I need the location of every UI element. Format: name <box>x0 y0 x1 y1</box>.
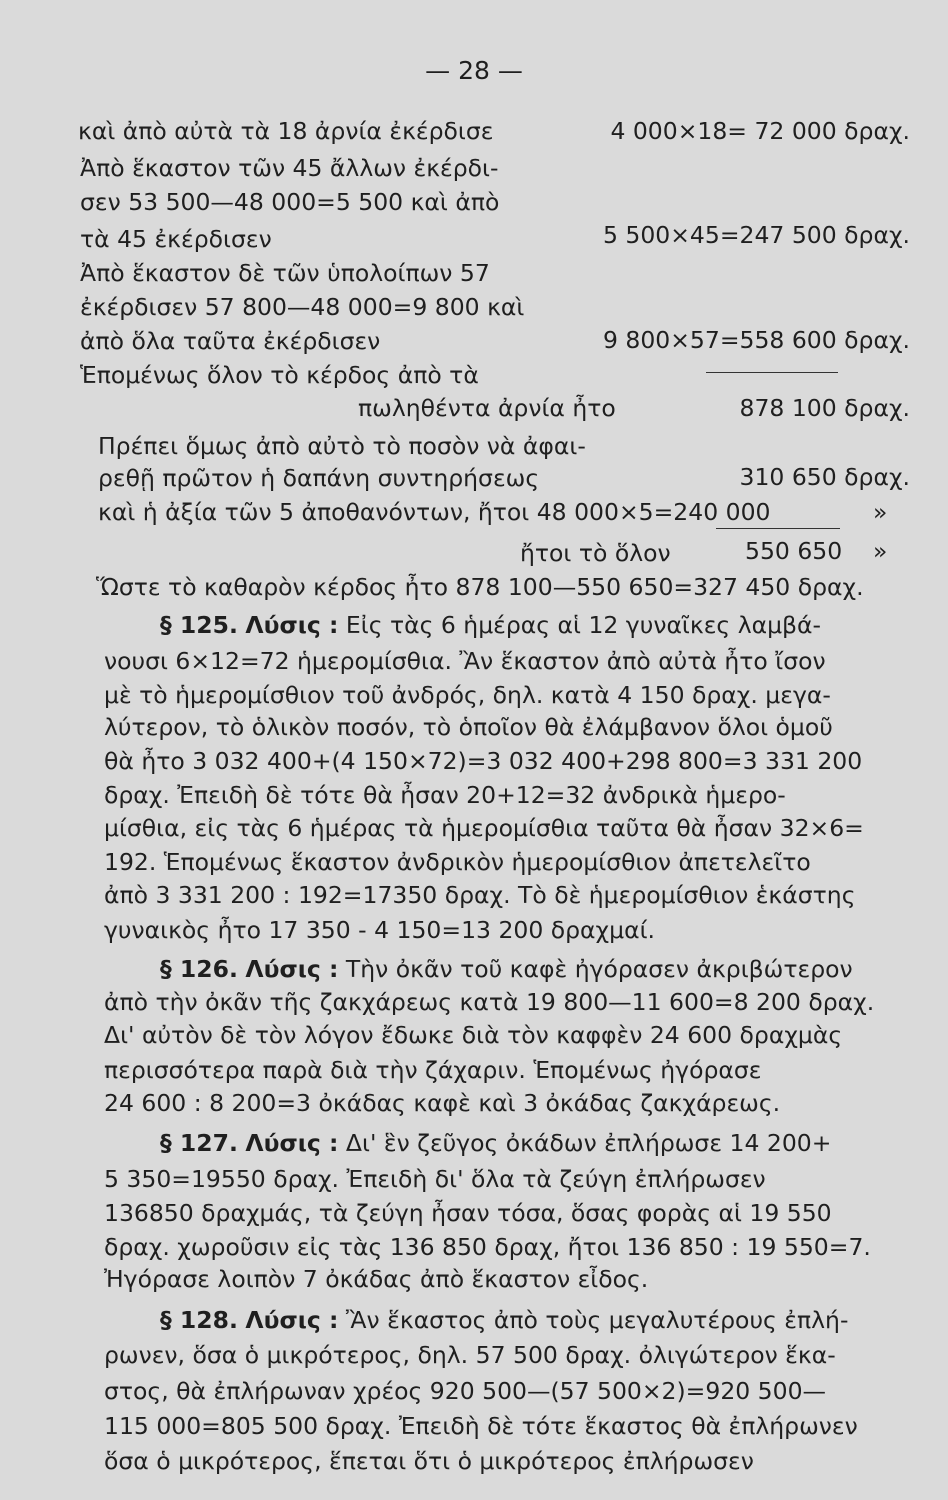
section-text-line: ἀπὸ τὴν ὀκᾶν τῆς ζακχάρεως κατὰ 19 800—11 600=8 200 δραχ. <box>104 988 875 1016</box>
calc-line-13-text: ἤτοι τὸ ὅλον <box>520 539 671 567</box>
net-profit-line: Ὥστε τὸ καθαρὸν κέρδος ἦτο 878 100—550 650=327 450 δραχ. <box>96 573 864 601</box>
section-text-line: Δι' ἓν ζεῦγος ὀκάδων ἐπλήρωσε 14 200+ <box>345 1129 832 1157</box>
section-text-line: δραχ. Ἐπειδὴ δὲ τότε θὰ ἦσαν 20+12=32 ἀνδρικὰ ἡμερο- <box>104 781 786 809</box>
section-text-line: γυναικὸς ἦτο 17 350 - 4 150=13 200 δραχμαί. <box>104 916 655 944</box>
solution-label: Λύσις : <box>245 1129 339 1157</box>
calc-line-4-result: 5 500×45=247 500 δραχ. <box>602 221 910 249</box>
section-text-line: 24 600 : 8 200=3 ὀκάδας καφὲ καὶ 3 ὀκάδας ζακχάρεως. <box>104 1089 781 1117</box>
calc-line-6-text: ἐκέρδισεν 57 800—48 000=9 800 καὶ <box>80 293 525 321</box>
section-text-line: 136850 δραχμάς, τὰ ζεύγη ἦσαν τόσα, ὅσας φορὰς αἱ 19 550 <box>104 1199 832 1227</box>
solution-label: Λύσις : <box>245 1306 339 1334</box>
section-text-line: Εἰς τὰς 6 ἡμέρας αἱ 12 γυναῖκες λαμβά- <box>345 611 822 639</box>
section-text-line: 115 000=805 500 δραχ. Ἐπειδὴ δὲ τότε ἕκαστος θὰ ἐπλήρωνεν <box>104 1412 858 1440</box>
section-text-line: λύτερον, τὸ ὁλικὸν ποσόν, τὸ ὁποῖον θὰ ἐλάμβανον ὅλοι ὁμοῦ <box>104 713 833 741</box>
section-text-line: θὰ ἦτο 3 032 400+(4 150×72)=3 032 400+298 800=3 331 200 <box>104 747 863 775</box>
calc-line-1-text: καὶ ἀπὸ αὐτὰ τὰ 18 ἀρνία ἐκέρδισε <box>78 117 494 145</box>
section-text-line: 5 350=19550 δραχ. Ἐπειδὴ δι' ὅλα τὰ ζεύγη ἐπλήρωσεν <box>104 1165 766 1193</box>
calc-line-10-text: Πρέπει ὅμως ἀπὸ αὐτὸ τὸ ποσὸν νὰ ἀφαι- <box>98 432 586 460</box>
section-text-line: δραχ. χωροῦσιν εἰς τὰς 136 850 δραχ, ἤτοι 136 850 : 19 550=7. <box>104 1233 871 1261</box>
calc-line-7-result: 9 800×57=558 600 δραχ. <box>602 326 910 354</box>
section-number: § 127. <box>160 1129 238 1157</box>
calc-line-5-text: Ἀπὸ ἕκαστον δὲ τῶν ὑπολοίπων 57 <box>80 259 490 287</box>
ditto-mark-2: » <box>873 537 888 565</box>
section-125-header <box>160 610 821 640</box>
section-text-line: 192. Ἑπομένως ἕκαστον ἀνδρικὸν ἡμερομίσθιον ἀπετελεῖτο <box>104 848 811 876</box>
section-text-line: ἀπὸ 3 331 200 : 192=17350 δραχ. Τὸ δὲ ἡμερομίσθιον ἑκάστης <box>104 881 856 909</box>
section-127-header <box>160 1128 831 1158</box>
section-text-line: περισσότερα παρὰ διὰ τὴν ζάχαριν. Ἑπομένως ἠγόρασε <box>104 1056 762 1084</box>
section-text-line: νουσι 6×12=72 ἡμερομίσθια. Ἂν ἕκαστον ἀπὸ αὐτὰ ἦτο ἴσον <box>104 647 826 675</box>
section-text-line: Ἂν ἕκαστος ἀπὸ τοὺς μεγαλυτέρους ἐπλή- <box>345 1306 849 1334</box>
calc-line-8-text: Ἑπομένως ὅλον τὸ κέρδος ἀπὸ τὰ <box>80 361 479 389</box>
solution-label: Λύσις : <box>245 611 339 639</box>
calc-line-7-text: ἀπὸ ὅλα ταῦτα ἐκέρδισεν <box>80 327 381 355</box>
section-128-header <box>160 1305 848 1335</box>
section-text-line: ὅσα ὁ μικρότερος, ἕπεται ὅτι ὁ μικρότερος ἐπλήρωσεν <box>104 1447 754 1475</box>
page-number: — 28 — <box>425 56 523 85</box>
section-text-line: Δι' αὐτὸν δὲ τὸν λόγον ἔδωκε διὰ τὸν καφφὲν 24 600 δραχμὰς <box>104 1021 843 1049</box>
section-text-line: μίσθια, εἰς τὰς 6 ἡμέρας τὰ ἡμερομίσθια ταῦτα θὰ ἦσαν 32×6= <box>104 814 864 842</box>
solution-label: Λύσις : <box>245 955 339 983</box>
calc-line-11-value: 310 650 δραχ. <box>739 463 910 491</box>
section-126-header <box>160 954 853 984</box>
ditto-mark-1: » <box>873 498 888 526</box>
calc-line-11-text: ρεθῇ πρῶτον ἡ δαπάνη συντηρήσεως <box>98 464 540 492</box>
section-text-line: στος, θὰ ἐπλήρωναν χρέος 920 500—(57 500×2)=920 500— <box>104 1377 827 1405</box>
section-number: § 128. <box>160 1306 238 1334</box>
calc-line-9-text: πωληθέντα ἀρνία ἦτο <box>358 394 616 422</box>
calc-line-9-total: 878 100 δραχ. <box>739 394 910 422</box>
calc-line-12-text: καὶ ἡ ἀξία τῶν 5 ἀποθανόντων, ἤτοι 48 000×5=240 000 <box>98 498 771 526</box>
section-text-line: Τὴν ὀκᾶν τοῦ καφὲ ἠγόρασεν ἀκριβώτερον <box>345 955 853 983</box>
section-number: § 126. <box>160 955 238 983</box>
sum-rule-1 <box>706 372 838 373</box>
section-text-line: ρωνεν, ὅσα ὁ μικρότερος, δηλ. 57 500 δραχ. ὀλιγώτερον ἕκα- <box>104 1341 836 1369</box>
section-number: § 125. <box>160 611 238 639</box>
calc-line-13-value: 550 650 <box>745 537 843 565</box>
calc-line-1-result: 4 000×18= 72 000 δραχ. <box>610 117 910 145</box>
sum-rule-2 <box>716 528 840 529</box>
calc-line-3-text: σεν 53 500—48 000=5 500 καὶ ἀπὸ <box>80 188 500 216</box>
calc-line-2-text: Ἀπὸ ἕκαστον τῶν 45 ἄλλων ἐκέρδι- <box>80 154 499 182</box>
section-text-line: μὲ τὸ ἡμερομίσθιον τοῦ ἀνδρός, δηλ. κατὰ 4 150 δραχ. μεγα- <box>104 681 831 709</box>
section-text-line: Ἠγόρασε λοιπὸν 7 ὀκάδας ἀπὸ ἕκαστον εἶδος. <box>104 1265 649 1293</box>
calc-line-4-text: τὰ 45 ἐκέρδισεν <box>80 225 272 253</box>
